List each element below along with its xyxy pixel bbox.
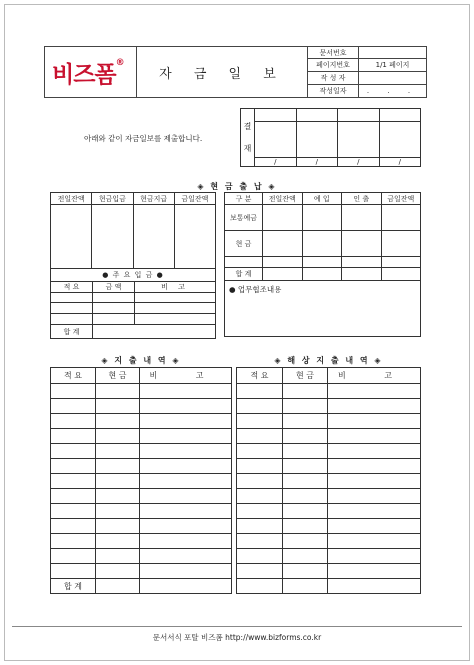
expense-header: 비 고 — [140, 368, 232, 384]
logo-registered-mark: ® — [115, 58, 124, 68]
cash-right-header: 전일잔액 — [263, 193, 303, 205]
cash-row-label: 보통예금 — [225, 205, 263, 231]
doc-label: 작 성 자 — [308, 72, 359, 85]
cash-right-header: 구 분 — [225, 193, 263, 205]
doc-label: 페이지번호 — [308, 59, 359, 72]
expense-cell[interactable] — [51, 459, 96, 474]
major-income-header: 비 고 — [135, 282, 216, 293]
expense-cell[interactable] — [96, 564, 140, 579]
expense-cell[interactable] — [51, 444, 96, 459]
approval-date[interactable]: / — [296, 158, 338, 167]
cash-left-cell[interactable] — [51, 205, 92, 269]
approval-sign[interactable] — [255, 122, 297, 158]
cash-right-cell[interactable] — [302, 268, 342, 281]
rtg-cell[interactable] — [328, 534, 421, 549]
cash-right-cell[interactable] — [263, 231, 303, 257]
expense-cell[interactable] — [96, 474, 140, 489]
rtg-cell[interactable] — [328, 444, 421, 459]
doc-value[interactable] — [359, 47, 427, 59]
rtg-cell[interactable] — [328, 459, 421, 474]
doc-label: 문서번호 — [308, 47, 359, 59]
approval-date[interactable]: / — [255, 158, 297, 167]
expense-cell[interactable] — [96, 384, 140, 399]
expense-section-title: ◈ 지 출 내 역 ◈ — [101, 356, 181, 365]
rtg-cell[interactable] — [283, 519, 328, 534]
cash-right-table — [224, 192, 421, 281]
cash-row-label — [225, 257, 263, 268]
expense-cell[interactable] — [140, 429, 232, 444]
rtg-cell[interactable] — [237, 444, 283, 459]
rtg-cell[interactable] — [283, 384, 328, 399]
expense-cell[interactable] — [140, 489, 232, 504]
approval-header[interactable] — [296, 109, 338, 122]
expense-cell[interactable] — [51, 384, 96, 399]
expense-table — [50, 367, 232, 594]
rtg-cell[interactable] — [328, 564, 421, 579]
expense-cell[interactable] — [140, 549, 232, 564]
major-income-cell[interactable] — [51, 293, 93, 303]
expense-header: 적 요 — [51, 368, 96, 384]
rtg-cell[interactable] — [283, 579, 328, 594]
rtg-cell[interactable] — [283, 429, 328, 444]
cash-right-header: 예 입 — [302, 193, 342, 205]
expense-cell[interactable] — [96, 579, 140, 594]
cash-right-cell[interactable] — [302, 231, 342, 257]
rtg-cell[interactable] — [328, 429, 421, 444]
cash-right-cell[interactable] — [381, 205, 421, 231]
doc-value[interactable]: . . . — [359, 85, 427, 98]
expense-cell[interactable] — [96, 444, 140, 459]
document-title: 자 금 일 보 — [159, 66, 285, 82]
approval-sign[interactable] — [296, 122, 338, 158]
rtg-cell[interactable] — [237, 414, 283, 429]
rtg-cell[interactable] — [283, 459, 328, 474]
cash-right-cell[interactable] — [342, 268, 382, 281]
cash-section-title: ◈ 현 금 출 납 ◈ — [197, 182, 277, 191]
cash-right-cell[interactable] — [381, 268, 421, 281]
rtg-cell[interactable] — [237, 579, 283, 594]
expense-cell[interactable] — [96, 489, 140, 504]
rtg-cell[interactable] — [237, 384, 283, 399]
cash-right-cell[interactable] — [302, 257, 342, 268]
bizforms-logo — [52, 56, 124, 89]
cash-row-label: 합 계 — [225, 268, 263, 281]
expense-cell[interactable] — [140, 399, 232, 414]
business-note-label: ● 업무협조내용 — [229, 285, 282, 294]
approval-header[interactable] — [255, 109, 297, 122]
expense-cell[interactable] — [140, 579, 232, 594]
major-income-total-label: 합 계 — [51, 325, 93, 339]
rtg-cell[interactable] — [237, 534, 283, 549]
rtg-cell[interactable] — [328, 474, 421, 489]
major-income-cell[interactable] — [135, 293, 216, 303]
rtg-cell[interactable] — [328, 489, 421, 504]
rtg-cell[interactable] — [328, 504, 421, 519]
doc-label: 작성일자 — [308, 85, 359, 98]
rtg-cell[interactable] — [328, 384, 421, 399]
expense-cell[interactable] — [140, 444, 232, 459]
rtg-cell[interactable] — [283, 414, 328, 429]
approval-date[interactable]: / — [379, 158, 421, 167]
expense-cell[interactable] — [140, 414, 232, 429]
expense-cell[interactable] — [51, 474, 96, 489]
expense-cell[interactable] — [140, 459, 232, 474]
approval-date[interactable]: / — [338, 158, 380, 167]
rtg-cell[interactable] — [237, 564, 283, 579]
rtg-cell[interactable] — [328, 519, 421, 534]
intro-text: 아래와 같이 자금일보를 제출합니다. — [84, 134, 203, 143]
expense-cell[interactable] — [51, 399, 96, 414]
expense-cell[interactable] — [96, 504, 140, 519]
rtg-cell[interactable] — [237, 489, 283, 504]
title-cell — [137, 47, 308, 98]
approval-header[interactable] — [379, 109, 421, 122]
expense-cell[interactable] — [51, 504, 96, 519]
expense-cell[interactable] — [96, 414, 140, 429]
expense-cell[interactable] — [51, 564, 96, 579]
expense-cell[interactable] — [96, 459, 140, 474]
logo-text: 비즈폼 — [52, 62, 116, 88]
expense-cell[interactable] — [51, 429, 96, 444]
approval-table — [240, 108, 421, 167]
expense-cell[interactable] — [51, 549, 96, 564]
cash-row-label: 현 금 — [225, 231, 263, 257]
expense-total-label: 합 계 — [51, 579, 96, 594]
expense-cell[interactable] — [96, 519, 140, 534]
major-income-cell[interactable] — [93, 293, 135, 303]
cash-left-header: 금일잔액 — [174, 193, 215, 205]
cash-right-cell[interactable] — [381, 231, 421, 257]
major-income-cell[interactable] — [51, 303, 93, 314]
cash-right-cell[interactable] — [342, 231, 382, 257]
rtg-cell[interactable] — [237, 399, 283, 414]
cash-left-cell[interactable] — [174, 205, 215, 269]
cash-right-cell[interactable] — [381, 257, 421, 268]
expense-cell[interactable] — [51, 489, 96, 504]
major-income-cell[interactable] — [135, 303, 216, 314]
major-income-cell[interactable] — [135, 314, 216, 325]
approval-sign[interactable] — [379, 122, 421, 158]
cash-left-table — [50, 192, 216, 269]
rtg-cell[interactable] — [328, 414, 421, 429]
major-income-header: 금 액 — [93, 282, 135, 293]
rtg-cell[interactable] — [283, 399, 328, 414]
rtg-header: 적 요 — [237, 368, 283, 384]
expense-cell[interactable] — [96, 534, 140, 549]
rtg-cell[interactable] — [283, 489, 328, 504]
rtg-section-title: ◈ 해 상 지 출 내 역 ◈ — [274, 356, 383, 365]
major-income-total[interactable] — [93, 325, 216, 339]
rtg-cell[interactable] — [283, 564, 328, 579]
approval-header[interactable] — [338, 109, 380, 122]
doc-value[interactable] — [359, 72, 427, 85]
expense-cell[interactable] — [140, 519, 232, 534]
cash-left-header: 현금지급 — [133, 193, 174, 205]
cash-left-cell[interactable] — [133, 205, 174, 269]
cash-right-cell[interactable] — [302, 205, 342, 231]
rtg-cell[interactable] — [283, 474, 328, 489]
cash-right-cell[interactable] — [342, 257, 382, 268]
rtg-cell[interactable] — [328, 579, 421, 594]
expense-cell[interactable] — [96, 399, 140, 414]
major-income-cell[interactable] — [93, 314, 135, 325]
rtg-cell[interactable] — [237, 549, 283, 564]
expense-cell[interactable] — [140, 564, 232, 579]
rtg-header: 현 금 — [283, 368, 328, 384]
cash-right-cell[interactable] — [263, 205, 303, 231]
rtg-cell[interactable] — [237, 459, 283, 474]
major-income-table — [50, 268, 216, 339]
expense-cell[interactable] — [51, 534, 96, 549]
expense-cell[interactable] — [96, 549, 140, 564]
rtg-cell[interactable] — [328, 399, 421, 414]
cash-right-cell[interactable] — [342, 205, 382, 231]
cash-right-cell[interactable] — [263, 268, 303, 281]
doc-value[interactable]: 1/1 페이지 — [359, 59, 427, 72]
cash-right-header: 인 출 — [342, 193, 382, 205]
rtg-cell[interactable] — [283, 444, 328, 459]
rtg-cell[interactable] — [283, 534, 328, 549]
rtg-table — [236, 367, 421, 594]
expense-cell[interactable] — [51, 414, 96, 429]
rtg-cell[interactable] — [237, 474, 283, 489]
rtg-header: 비 고 — [328, 368, 421, 384]
footer-text: 문서서식 포탈 비즈폼 http://www.bizforms.co.kr — [152, 633, 322, 642]
rtg-cell[interactable] — [237, 429, 283, 444]
cash-left-cell[interactable] — [92, 205, 133, 269]
cash-left-header: 전일잔액 — [51, 193, 92, 205]
rtg-cell[interactable] — [283, 504, 328, 519]
expense-cell[interactable] — [140, 474, 232, 489]
cash-left-header: 현금입금 — [92, 193, 133, 205]
rtg-cell[interactable] — [328, 549, 421, 564]
expense-cell[interactable] — [96, 429, 140, 444]
cash-right-cell[interactable] — [263, 257, 303, 268]
cash-right-header: 금일잔액 — [381, 193, 421, 205]
footer-divider — [12, 626, 462, 627]
rtg-cell[interactable] — [237, 504, 283, 519]
approval-label: 결 재 — [241, 109, 255, 167]
expense-cell[interactable] — [140, 534, 232, 549]
expense-cell[interactable] — [51, 519, 96, 534]
expense-cell[interactable] — [140, 384, 232, 399]
major-income-cell[interactable] — [93, 303, 135, 314]
major-income-cell[interactable] — [51, 314, 93, 325]
rtg-cell[interactable] — [237, 519, 283, 534]
expense-header: 현 금 — [96, 368, 140, 384]
approval-sign[interactable] — [338, 122, 380, 158]
rtg-cell[interactable] — [283, 549, 328, 564]
major-income-title: ● 주 요 입 금 ● — [51, 269, 216, 282]
expense-cell[interactable] — [140, 504, 232, 519]
major-income-header: 적 요 — [51, 282, 93, 293]
